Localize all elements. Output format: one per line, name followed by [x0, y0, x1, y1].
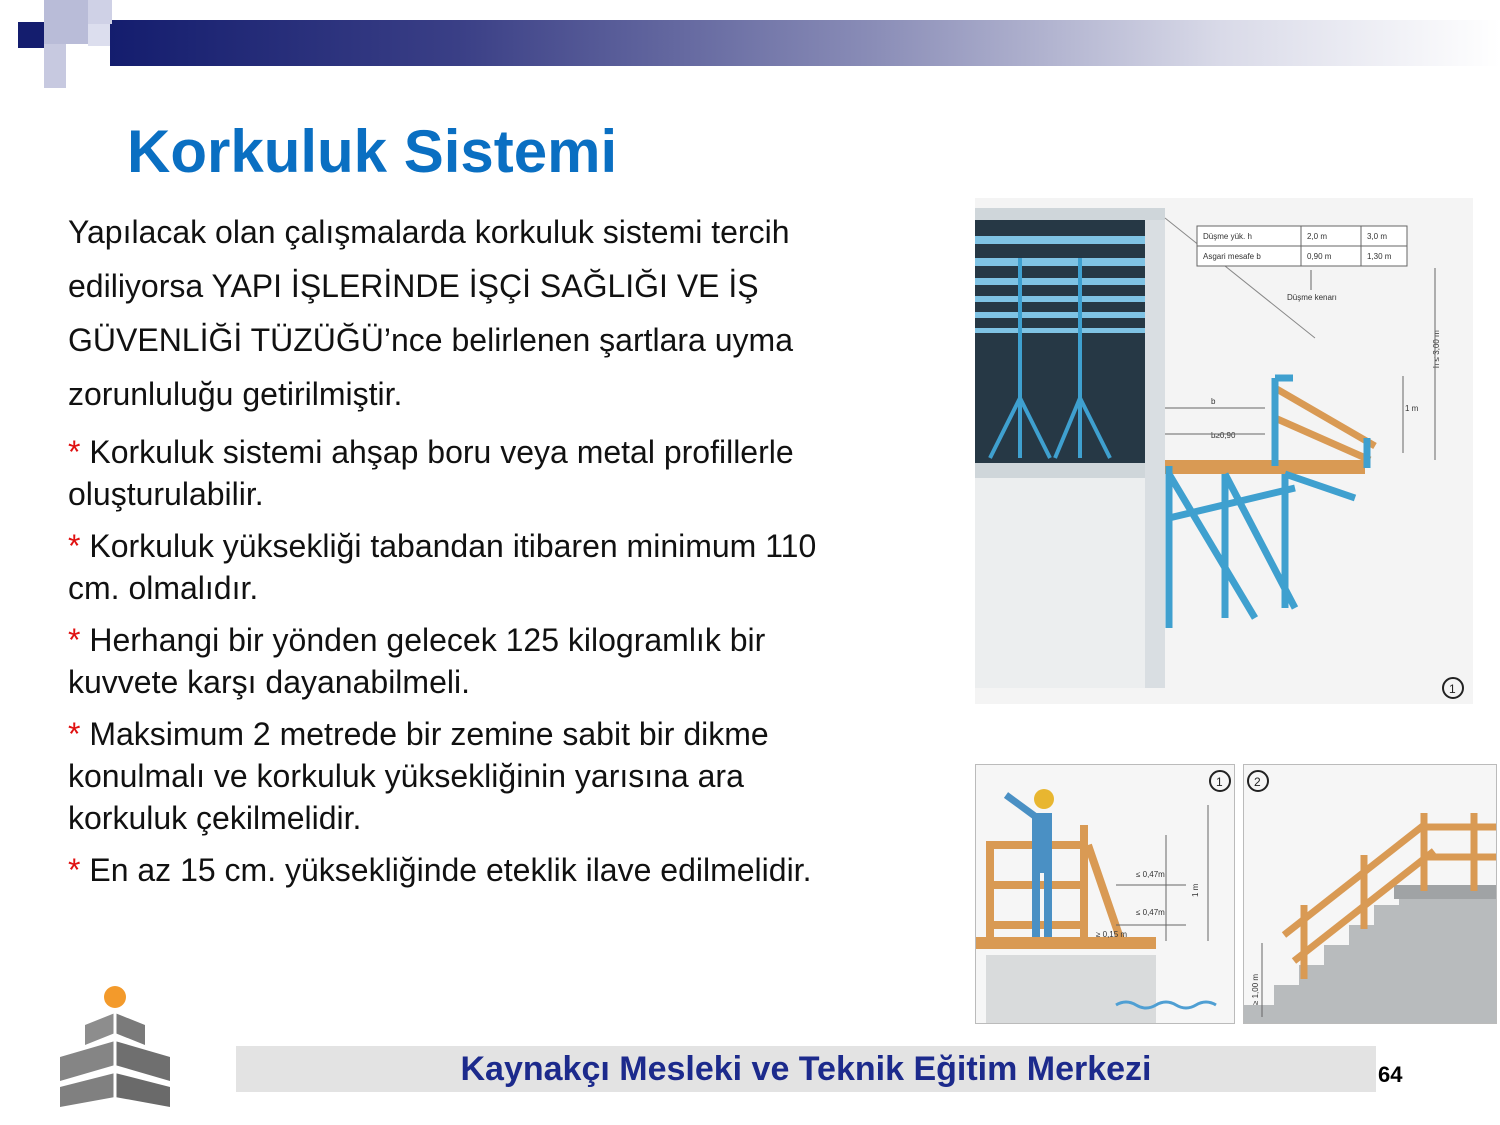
guardrail-worker-figure	[975, 764, 1235, 1024]
dimension-label: ≤ 0,47m	[1136, 870, 1165, 879]
guardrail-cantilever-drawing	[975, 198, 1473, 704]
figure-number: 1	[1216, 775, 1223, 789]
bullet-line: oluşturulabilir.	[68, 476, 264, 512]
dimension-label: ≥ 0,15 m	[1096, 930, 1128, 939]
bullet-item	[68, 619, 958, 703]
footer-institution-name: Kaynakçı Mesleki ve Teknik Eğitim Merkezi	[460, 1050, 1152, 1088]
table-cell: 2,0 m	[1307, 232, 1328, 241]
bullet-line: Maksimum 2 metrede bir zemine sabit bir dikme	[89, 716, 769, 752]
bullet-line: Herhangi bir yönden gelecek 125 kilogramlık bir	[89, 622, 766, 658]
header-square-light	[44, 0, 88, 44]
dimension-label: b≥0,90	[1211, 431, 1236, 440]
table-cell: 0,90 m	[1307, 252, 1332, 261]
bullet-line: cm. olmalıdır.	[68, 570, 259, 606]
slide-title: Korkuluk Sistemi	[127, 118, 618, 185]
figure-number: 1	[1449, 682, 1456, 696]
dimension-label: 1 m	[1191, 883, 1200, 897]
header-square-dark	[18, 22, 44, 48]
header-square-light	[44, 44, 66, 88]
bullet-marker: *	[68, 622, 81, 658]
table-cell: Düşme yük. h	[1203, 232, 1252, 241]
header-gradient-bar	[110, 20, 1500, 66]
header-square-light	[88, 24, 110, 46]
dimension-label: b	[1211, 397, 1216, 406]
header-square-light	[88, 0, 112, 24]
bullet-item	[68, 849, 958, 891]
bullet-marker: *	[68, 434, 81, 470]
dimension-label: ≥ 1,00 m	[1251, 973, 1260, 1005]
bullet-marker: *	[68, 716, 81, 752]
bullet-marker: *	[68, 852, 81, 888]
bullet-line: Korkuluk sistemi ahşap boru veya metal profillerle	[89, 434, 794, 470]
slide-body	[68, 205, 958, 891]
intro-line: ediliyorsa YAPI İŞLERİNDE İŞÇİ SAĞLIĞI VE İŞ	[68, 268, 759, 304]
bullet-item	[68, 525, 958, 609]
intro-line: GÜVENLİĞİ TÜZÜĞÜ’nce belirlenen şartlara uyma	[68, 322, 793, 358]
bullet-line: konulmalı ve korkuluk yüksekliğinin yarısına ara	[68, 758, 744, 794]
figure-number: 2	[1254, 775, 1261, 789]
guardrail-cantilever-figure	[975, 198, 1473, 704]
edge-label: Düşme kenarı	[1287, 293, 1337, 302]
table-cell: 1,30 m	[1367, 252, 1392, 261]
stair-guardrail-figure	[1243, 764, 1497, 1024]
bullet-marker: *	[68, 528, 81, 564]
bullet-line: En az 15 cm. yüksekliğinde eteklik ilave edilmelidir.	[89, 852, 812, 888]
intro-line: zorunluluğu getirilmiştir.	[68, 376, 403, 412]
table-cell: 3,0 m	[1367, 232, 1388, 241]
page-number: 64	[1378, 1062, 1403, 1087]
bullet-line: korkuluk çekilmelidir.	[68, 800, 362, 836]
dimension-label: 1 m	[1405, 404, 1419, 413]
institution-logo	[50, 985, 180, 1110]
stair-guardrail-drawing	[1244, 765, 1496, 1023]
intro-paragraph	[68, 205, 958, 421]
guardrail-worker-drawing	[976, 765, 1234, 1023]
dimension-label: ≤ 0,47m	[1136, 908, 1165, 917]
bullet-item	[68, 431, 958, 515]
bullet-item	[68, 713, 958, 839]
intro-line: Yapılacak olan çalışmalarda korkuluk sistemi tercih	[68, 214, 790, 250]
dimension-label: h ≤ 3,00 m	[1432, 330, 1441, 368]
bullet-line: Korkuluk yüksekliği tabandan itibaren minimum 110	[89, 528, 817, 564]
table-cell: Asgari mesafe b	[1203, 252, 1261, 261]
bullet-line: kuvvete karşı dayanabilmeli.	[68, 664, 470, 700]
